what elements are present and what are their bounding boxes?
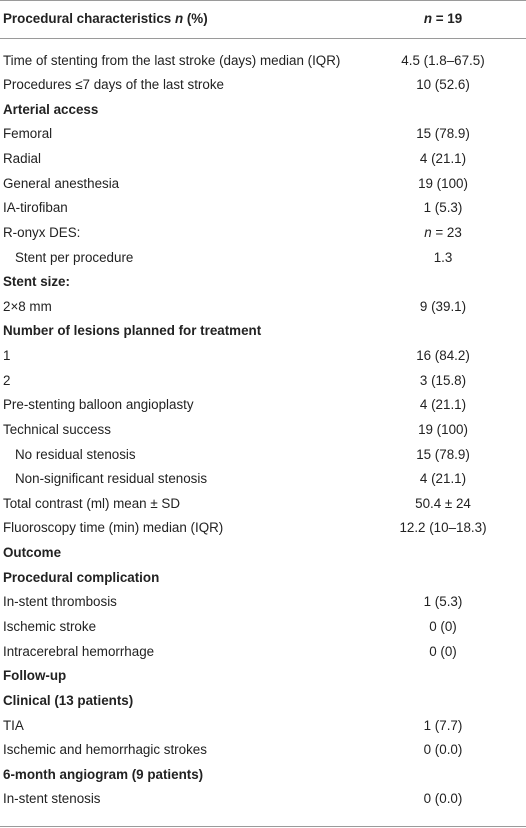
table-row (0, 73, 526, 98)
header-rule (0, 38, 526, 39)
table-row (0, 369, 526, 394)
row-label: Non-significant residual stenosis (15, 471, 208, 487)
row-value: 16 (84.2) (416, 348, 470, 364)
row-value: 0 (0) (429, 618, 457, 634)
table-row (0, 787, 526, 812)
row-value: 1 (7.7) (423, 717, 463, 733)
table-row (0, 393, 526, 418)
table-row (0, 122, 526, 147)
row-value: 3 (15.8) (419, 372, 467, 388)
row-value: 12.2 (10–18.3) (399, 520, 487, 536)
table-row (0, 147, 526, 172)
row-label: Time of stenting from the last stroke (days) median (IQR) (3, 52, 341, 68)
row-value: 0 (0.0) (423, 791, 463, 807)
row-label: IA-tirofiban (3, 200, 68, 216)
row-label: Ischemic stroke (3, 618, 97, 634)
row-label: In-stent thrombosis (3, 594, 117, 610)
row-value: 0 (0.0) (423, 742, 463, 758)
row-label: General anesthesia (3, 175, 120, 191)
table-row (0, 418, 526, 443)
table-row (0, 516, 526, 541)
row-label: Number of lesions planned for treatment (3, 323, 262, 339)
row-label: 2 (3, 372, 11, 388)
table-row (0, 246, 526, 271)
table-header (0, 0, 526, 38)
table-row (0, 566, 526, 591)
row-value: 9 (39.1) (419, 298, 467, 314)
header-label-text: Procedural characteristics (3, 11, 175, 26)
row-value: 50.4 ± 24 (415, 495, 471, 511)
row-label: Pre-stenting balloon angioplasty (3, 397, 194, 413)
row-value: 19 (100) (418, 421, 468, 437)
table-row (0, 640, 526, 665)
row-label: TIA (3, 717, 24, 733)
row-label: Follow-up (3, 668, 67, 684)
row-label: R-onyx DES: (3, 224, 81, 240)
row-label: Procedural complication (3, 569, 160, 585)
table-row (0, 664, 526, 689)
header-label (3, 0, 208, 38)
table-row (0, 344, 526, 369)
row-label: Ischemic and hemorrhagic strokes (3, 742, 207, 758)
row-value: 0 (0) (429, 643, 457, 659)
row-label: 6-month angiogram (9 patients) (3, 766, 204, 782)
table-row (0, 541, 526, 566)
row-label: No residual stenosis (15, 446, 136, 462)
row-label: 1 (3, 348, 11, 364)
table-row (0, 319, 526, 344)
row-value: 4 (21.1) (419, 151, 467, 167)
row-value: 15 (78.9) (416, 446, 470, 462)
bottom-rule (0, 826, 526, 827)
row-value: 4 (21.1) (419, 471, 467, 487)
table-row (0, 763, 526, 788)
row-label: Stent per procedure (15, 249, 134, 265)
table-row (0, 172, 526, 197)
table-row (0, 714, 526, 739)
row-label: 2×8 mm (3, 298, 52, 314)
table-row (0, 49, 526, 74)
row-value: 15 (78.9) (416, 126, 470, 142)
top-rule (0, 0, 526, 1)
row-value: 1.3 (433, 249, 453, 265)
row-label: Procedures ≤7 days of the last stroke (3, 77, 224, 93)
table-row (0, 98, 526, 123)
table-row (0, 295, 526, 320)
row-label: Fluoroscopy time (min) median (IQR) (3, 520, 224, 536)
table-row (0, 492, 526, 517)
header-value: n = 19 (423, 11, 463, 26)
row-value: 10 (52.6) (416, 77, 470, 93)
row-label: In-stent stenosis (3, 791, 101, 807)
row-label: Outcome (3, 545, 62, 561)
row-value: 19 (100) (418, 175, 468, 191)
table-row (0, 615, 526, 640)
header-label-n: n (174, 11, 184, 26)
row-value: 1 (5.3) (423, 200, 463, 216)
table-row (0, 738, 526, 763)
row-value: 4 (21.1) (419, 397, 467, 413)
table-row (0, 590, 526, 615)
row-value: n = 23 (424, 224, 462, 240)
header-label-suffix: (%) (183, 11, 208, 26)
row-label: Clinical (13 patients) (3, 692, 134, 708)
row-label: Arterial access (3, 101, 99, 117)
table-row (0, 270, 526, 295)
row-label: Stent size: (3, 274, 70, 290)
row-label: Intracerebral hemorrhage (3, 643, 155, 659)
row-value: 1 (5.3) (423, 594, 463, 610)
table-row (0, 196, 526, 221)
row-label: Technical success (3, 421, 111, 437)
table-row (0, 443, 526, 468)
row-value: 4.5 (1.8–67.5) (401, 52, 485, 68)
row-label: Total contrast (ml) mean ± SD (3, 495, 181, 511)
table-row (0, 467, 526, 492)
table-row (0, 689, 526, 714)
row-label: Radial (3, 151, 41, 167)
row-label: Femoral (3, 126, 53, 142)
table-row (0, 221, 526, 246)
